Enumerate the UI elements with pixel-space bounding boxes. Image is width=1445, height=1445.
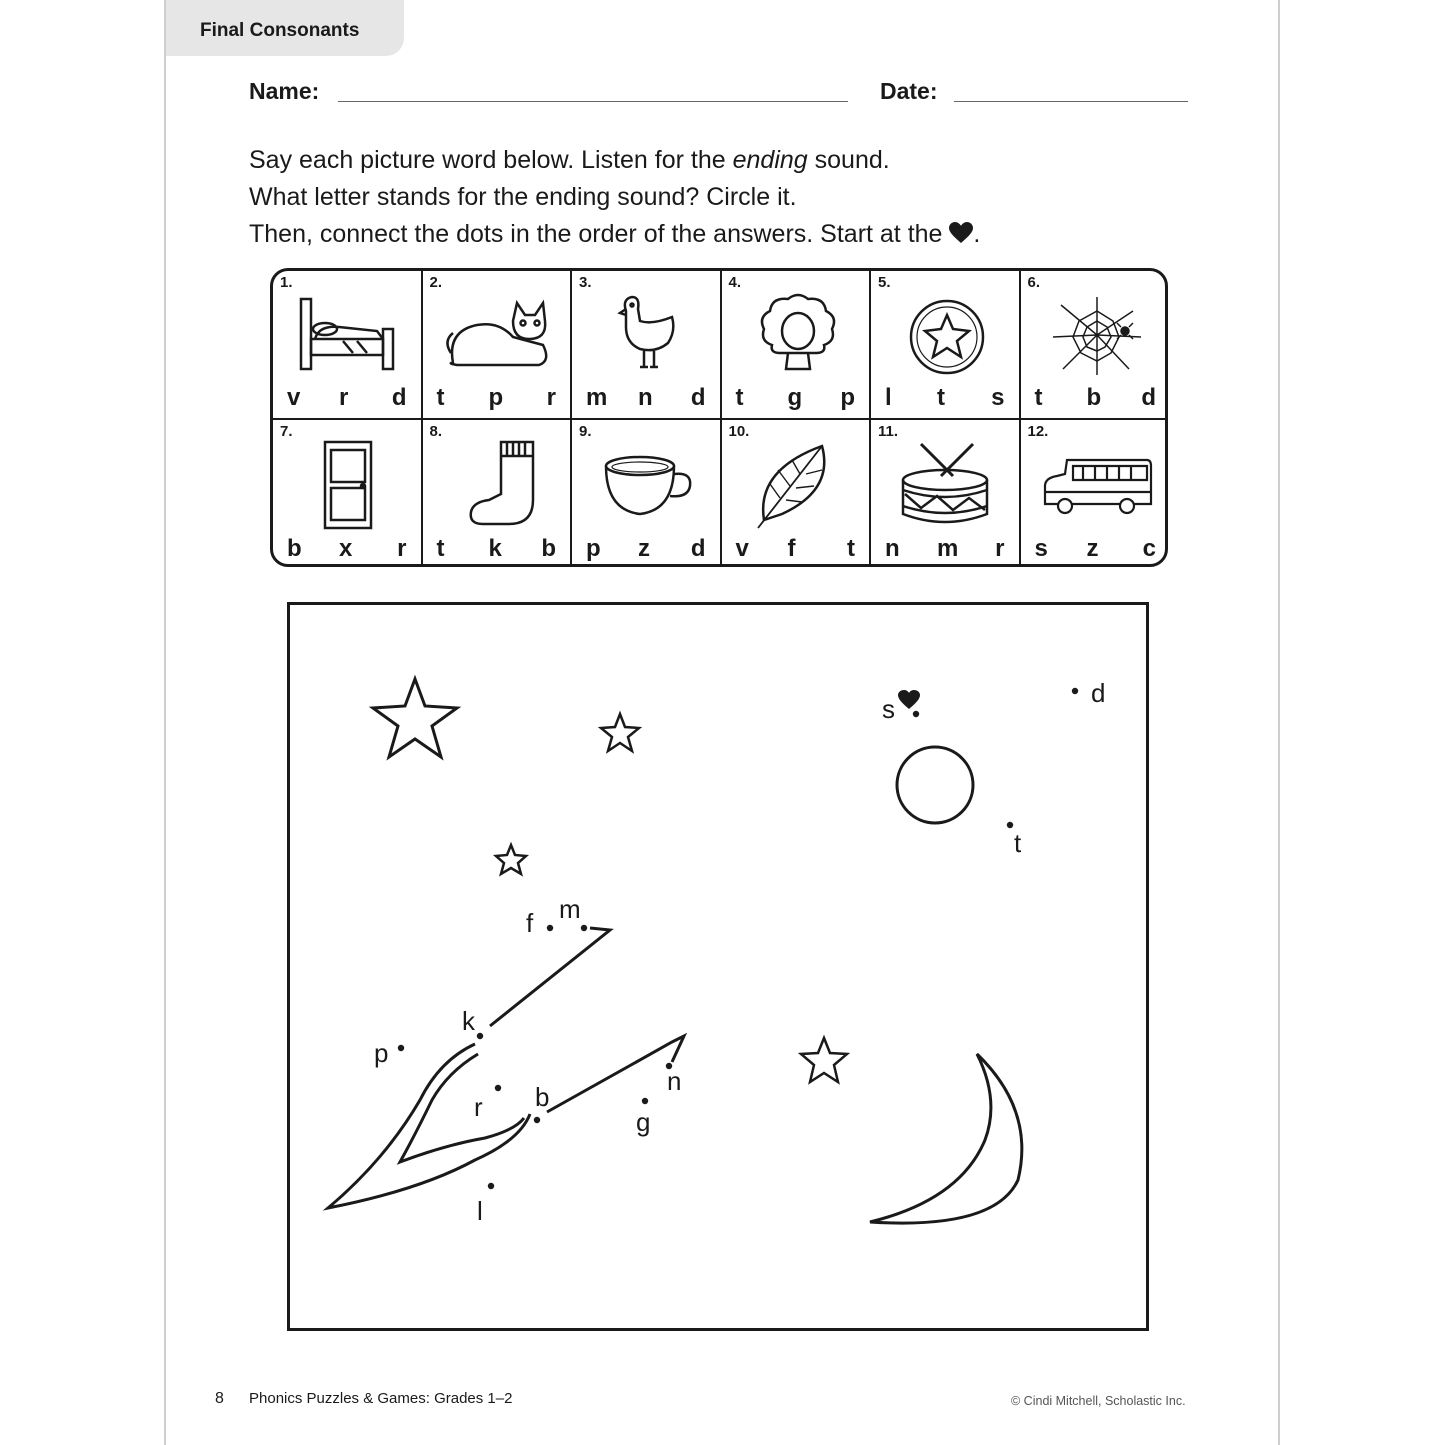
item-cell — [423, 420, 573, 567]
letter-choice[interactable]: m — [586, 384, 608, 411]
item-cell — [871, 420, 1021, 567]
letter-choice[interactable]: r — [397, 535, 407, 562]
letter-choices — [1021, 384, 1169, 414]
dot-g[interactable] — [636, 1098, 650, 1137]
item-cell — [572, 271, 722, 420]
dot-p[interactable] — [374, 1038, 404, 1068]
letter-choice[interactable]: n — [638, 384, 653, 411]
star-icon — [601, 714, 639, 751]
svg-text:t: t — [1014, 828, 1022, 858]
letter-choice[interactable]: r — [339, 384, 349, 411]
letter-choice[interactable]: l — [885, 384, 892, 411]
section-title: Final Consonants — [200, 20, 360, 41]
letter-choices — [572, 384, 720, 414]
item-number: 1. — [280, 274, 293, 291]
name-line[interactable] — [338, 101, 848, 102]
instruction-line-2: What letter stands for the ending sound? Circle it. — [249, 183, 797, 211]
wig-icon — [742, 291, 852, 381]
heart-icon — [949, 222, 973, 244]
date-label: Date: — [880, 78, 938, 104]
letter-choice[interactable]: s — [1034, 535, 1048, 562]
star-icon — [496, 845, 526, 874]
dot-k[interactable] — [462, 1006, 483, 1039]
letter-choice[interactable]: t — [847, 535, 855, 562]
letter-choice[interactable]: p — [488, 384, 504, 411]
copyright: © Cindi Mitchell, Scholastic Inc. — [1011, 1394, 1186, 1408]
letter-choices — [572, 535, 720, 565]
dot-m[interactable] — [559, 894, 587, 931]
bus-icon — [1033, 440, 1163, 530]
svg-text:n: n — [667, 1066, 682, 1096]
letter-choice[interactable]: t — [436, 384, 445, 411]
letter-choices — [722, 384, 870, 414]
letter-choices — [423, 535, 571, 565]
book-title: Phonics Puzzles & Games: Grades 1–2 — [249, 1390, 513, 1407]
letter-choices — [722, 535, 870, 565]
letter-choices — [423, 384, 571, 414]
svg-text:b: b — [535, 1082, 550, 1112]
letter-choices — [273, 535, 421, 565]
letter-choice[interactable]: z — [1086, 535, 1099, 562]
letter-choice[interactable]: d — [1141, 384, 1156, 411]
dot-n[interactable] — [666, 1063, 682, 1096]
letter-choice[interactable]: b — [287, 535, 302, 562]
letter-choices — [871, 384, 1019, 414]
section-tab — [166, 0, 404, 56]
svg-text:r: r — [474, 1092, 483, 1122]
letter-choice[interactable]: n — [885, 535, 900, 562]
letter-choice[interactable]: d — [690, 535, 706, 562]
letter-choice[interactable]: v — [735, 535, 749, 562]
door-icon — [293, 440, 403, 530]
letter-choice[interactable]: b — [541, 535, 556, 562]
svg-text:m: m — [559, 894, 581, 924]
item-cell — [273, 271, 423, 420]
letter-choice[interactable]: p — [586, 535, 601, 562]
dot-b[interactable] — [534, 1082, 550, 1123]
letter-choice[interactable]: k — [488, 535, 502, 562]
letter-choices — [273, 384, 421, 414]
letter-choice[interactable]: p — [840, 384, 855, 411]
letter-choice[interactable]: f — [787, 535, 796, 562]
item-number: 2. — [429, 274, 443, 291]
bed-icon — [293, 291, 403, 381]
svg-text:k: k — [462, 1006, 475, 1036]
item-cell — [273, 420, 423, 567]
hen-icon — [592, 291, 702, 381]
name-label: Name: — [249, 78, 320, 104]
leaf-icon — [742, 440, 852, 530]
letter-choice[interactable]: r — [995, 535, 1005, 562]
rocket-outline — [400, 1054, 524, 1162]
item-number: 6. — [1027, 274, 1041, 291]
dot-r[interactable] — [474, 1085, 501, 1122]
heart-start-icon — [898, 690, 920, 709]
crescent-moon-icon — [870, 1054, 1022, 1223]
item-number: 10. — [728, 423, 750, 440]
item-cell — [722, 420, 872, 567]
rocket-outline — [547, 1036, 684, 1112]
letter-choice[interactable]: z — [638, 535, 650, 562]
item-number: 9. — [579, 423, 592, 440]
item-number: 12. — [1027, 423, 1049, 440]
item-number: 11. — [878, 423, 899, 440]
item-number: 8. — [429, 423, 443, 440]
item-cell — [871, 271, 1021, 420]
letter-choice[interactable]: x — [339, 535, 353, 562]
item-cell — [1021, 271, 1169, 420]
letter-choice[interactable]: d — [690, 384, 706, 411]
dot-l[interactable] — [477, 1183, 494, 1226]
letter-choice[interactable]: v — [287, 384, 301, 411]
cat-icon — [443, 291, 553, 381]
dot-f[interactable] — [526, 908, 553, 938]
full-moon-icon — [897, 747, 973, 823]
letter-choice[interactable]: t — [436, 535, 445, 562]
item-cell — [423, 271, 573, 420]
dot-to-dot-scene — [287, 602, 1149, 1331]
item-cell — [722, 271, 872, 420]
dot-d[interactable] — [1072, 678, 1106, 708]
svg-text:f: f — [526, 908, 534, 938]
letter-choice[interactable]: g — [787, 384, 803, 411]
letter-choice[interactable]: t — [937, 384, 945, 411]
letter-choice[interactable]: c — [1142, 535, 1156, 562]
item-number: 4. — [728, 274, 742, 291]
svg-text:g: g — [636, 1107, 651, 1137]
drum-icon — [891, 440, 1001, 530]
svg-text:p: p — [374, 1038, 389, 1068]
star-icon — [801, 1038, 847, 1082]
instruction-line-3: Then, connect the dots in the order of the answers. Start at the . — [249, 220, 981, 248]
item-number: 7. — [280, 423, 293, 440]
star-icon — [373, 679, 457, 757]
date-line[interactable] — [954, 101, 1188, 102]
letter-choice[interactable]: t — [735, 384, 744, 411]
letter-choices — [1021, 535, 1169, 565]
ball-icon — [891, 291, 1001, 381]
instruction-line-1: Say each picture word below. Listen for the ending sound. — [249, 146, 890, 174]
rocket-outline — [328, 1044, 530, 1208]
item-number: 3. — [579, 274, 592, 291]
letter-choice[interactable]: d — [391, 384, 407, 411]
cup-icon — [592, 440, 702, 530]
page-number: 8 — [215, 1390, 224, 1407]
item-number: 5. — [878, 274, 891, 291]
web-icon — [1041, 291, 1151, 381]
dot-t[interactable] — [1007, 822, 1022, 858]
picture-grid — [270, 268, 1168, 567]
letter-choice[interactable]: m — [937, 535, 959, 562]
sock-icon — [443, 440, 553, 530]
item-cell — [572, 420, 722, 567]
rocket-outline — [490, 928, 610, 1026]
letter-choice[interactable]: t — [1034, 384, 1043, 411]
svg-text:l: l — [477, 1196, 483, 1226]
letter-choice[interactable]: s — [991, 384, 1005, 411]
letter-choices — [871, 535, 1019, 565]
item-cell — [1021, 420, 1169, 567]
svg-text:d: d — [1091, 678, 1106, 708]
letter-choice[interactable]: r — [546, 384, 556, 411]
svg-text:s: s — [882, 694, 895, 724]
letter-choice[interactable]: b — [1086, 384, 1102, 411]
